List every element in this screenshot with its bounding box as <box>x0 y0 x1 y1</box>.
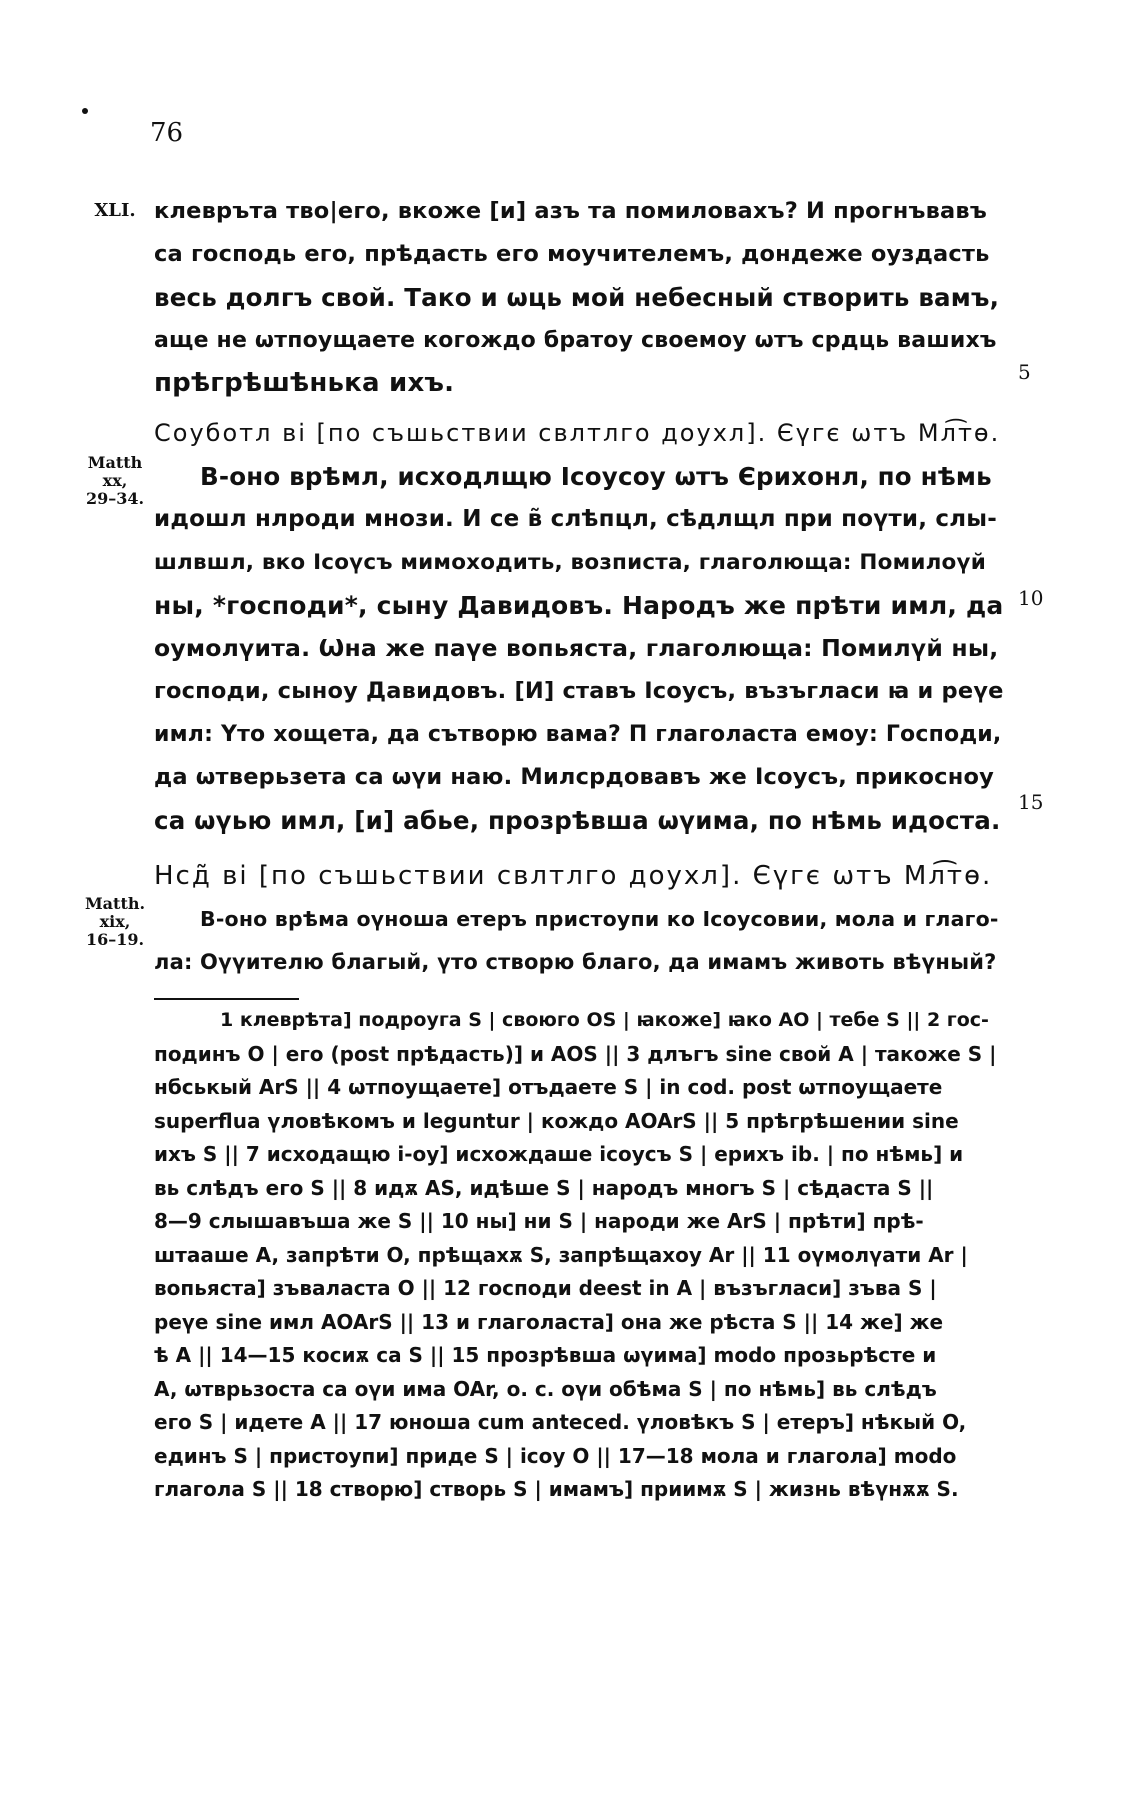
text-line: В-оно врѣмл, исходлщю Ісоусоу ѡтъ Єрихонл, по нѣмь <box>200 462 992 491</box>
text-line: са ѡүью имл, [и] абье, прозрѣвша ѡүима, по нѣмь идоста. <box>154 806 1001 835</box>
footnote-line: superflua үловѣкомъ и leguntur | кождо AOArS || 5 прѣгрѣшении sine <box>154 1108 959 1133</box>
line-number-10: 10 <box>1018 586 1044 610</box>
text-line: прѣгрѣшѣнька ихъ. <box>154 368 455 398</box>
text-line: весь долгъ свой. Тако и ѡць мой небесный створить вамъ, <box>154 283 1000 312</box>
section-3 <box>154 855 1004 984</box>
margin-ref-chapter: xx, <box>102 471 128 490</box>
footnote-line: 8—9 слышавъша же S || 10 ны] ни S | народи же ArS | прѣти] прѣ- <box>154 1209 924 1233</box>
margin-ref-verses: 29–34. <box>85 489 145 508</box>
margin-reference <box>78 454 152 508</box>
footnotes <box>154 1004 1004 1507</box>
section-marker: XLI. <box>94 200 136 221</box>
margin-ref-book: Matth. <box>84 894 146 913</box>
line-number-15: 15 <box>1018 790 1044 814</box>
footnote-line: ихъ S || 7 исходащю і-оу] исхождаше ісоусъ S | ерихъ ib. | по нѣмь] и <box>154 1142 964 1166</box>
section-2 <box>154 412 1004 842</box>
footnote-line: глагола S || 18 створю] створь S | имамъ] приимѫ S | жизнь вѣүнѫѫ S. <box>154 1477 959 1501</box>
text-line: да ѡтверьзета са ѡүи наю. Милсрдовавъ же Ісоусъ, прикосноу <box>154 764 994 790</box>
margin-reference <box>78 895 152 949</box>
footnote-line: единъ S | пристоупи] приде S | ісоу O || 17—18 мола и глагола] modo <box>154 1443 957 1468</box>
margin-ref-book: Matth <box>87 453 143 472</box>
text-line: са господь его, прѣдасть его моучителемъ, дондеже оуздасть <box>154 241 990 267</box>
footnote-line: его S | идете A || 17 юноша cum anteced. үловѣкъ S | етеръ] нѣкый O, <box>154 1410 967 1434</box>
text-line: имл: Үто хощета, да сътворю вама? П глаголаста емоу: Господи, <box>154 722 1002 747</box>
line-number-5: 5 <box>1018 360 1031 384</box>
footnote-divider <box>154 998 299 1000</box>
text-line: ны, *господи*, сыну Давидовъ. Народъ же прѣти имл, да <box>154 591 1004 620</box>
footnote-line: вь слѣдъ его S || 8 идѫ AS, идѣше S | народъ многъ S | сѣдаста S || <box>154 1175 934 1200</box>
section-title: Нсд̃ ві [по съшьствии свлтлго доухл]. Єүгє ѡтъ Мл͡тѳ. <box>154 861 993 891</box>
margin-ref-chapter: xix, <box>99 912 131 931</box>
section-title: Соуботл ві [по съшьствии свлтлго доухл]. Єүгє ѡтъ Мл͡тѳ. <box>154 419 1001 447</box>
footnote-line: ѣ A || 14—15 косиѫ са S || 15 прозрѣвша ѡүима] modo прозьрѣсте и <box>154 1343 937 1367</box>
text-line: оумолүита. Ѡна же пaүе вопьяста, глаголюща: Помилүй ны, <box>154 634 999 662</box>
footnote-line: реүе sine имл AOArS || 13 и глаголаста] она же рѣста S || 14 же] же <box>154 1309 944 1334</box>
footnote-line: штааше A, запрѣти O, прѣщахѫ S, запрѣщахоу Ar || 11 оүмолүати Ar | <box>154 1242 968 1267</box>
text-line: аще не ѡтпоущаете когождо братоу своемоу ѡтъ срдць вашихъ <box>154 328 997 353</box>
text-line: господи, сыноу Давидовъ. [И] ставъ Ісоусъ, възъгласи ꙗ и реүе <box>154 678 1004 704</box>
ink-dot <box>82 108 88 114</box>
text-line: идошл нлроди мнози. И се в̃ слѣпцл, сѣдлщл при поүти, слы- <box>154 506 998 532</box>
text-line: ла: Оүүителю благый, үто створю благо, да имамъ животь вѣүный? <box>154 950 997 974</box>
footnote-line: нбськый ArS || 4 ѡтпоущаете] отъдаете S | in cod. post ѡтпоущаете <box>154 1075 943 1099</box>
footnote-line: 1 клеврѣта] подроуга S | своюго OS | ꙗкоже] ꙗко AO | тебе S || 2 гос- <box>220 1009 989 1031</box>
footnote-line: A, ѡтврьзоста са оүи има OAr, о. с. оүи обѣма S | по нѣмь] вь слѣдъ <box>154 1376 937 1401</box>
page-number: 76 <box>150 118 184 148</box>
footnote-line: вопьяста] зъваласта O || 12 господи deest in A | възъгласи] зъва S | <box>154 1276 937 1300</box>
paragraph-1 <box>154 190 1004 405</box>
footnote-line: подинъ O | его (post прѣдасть)] и AOS || 3 длъгъ sine свой A | такоже S | <box>154 1041 997 1066</box>
text-line: клевръта тво|его, вкоже [и] азъ та помиловахъ? И прогнъвавъ <box>154 198 987 224</box>
margin-ref-verses: 16–19. <box>85 930 145 949</box>
text-line: В-оно врѣма оүноша етеръ пристоупи ко Ісоусовии, мола и глаго- <box>200 907 999 931</box>
text-line: шлвшл, вко Ісоүсъ мимоходить, возписта, глаголюща: Помилоүй <box>154 550 987 575</box>
